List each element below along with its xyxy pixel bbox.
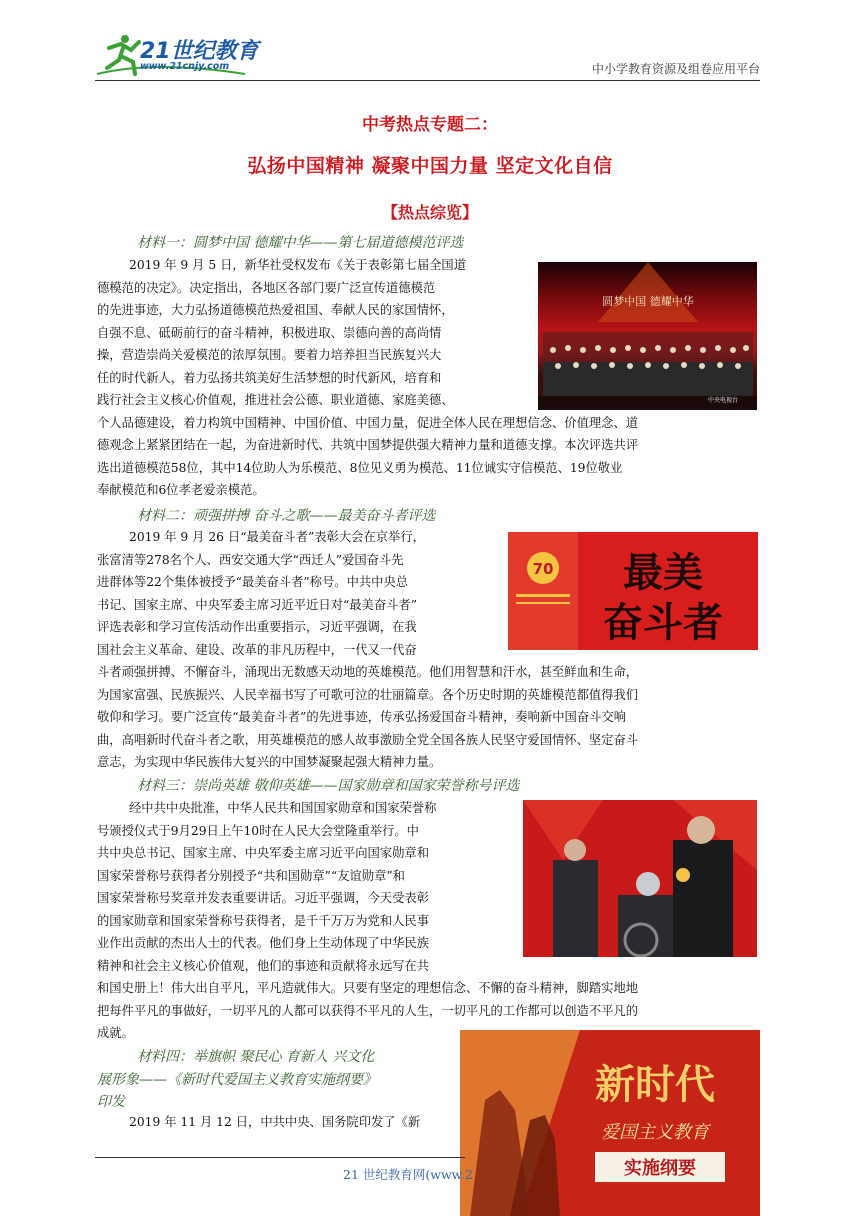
text-line: 的国家勋章和国家荣誉称号获得者，是千千万万为党和人民事 xyxy=(97,913,430,928)
text-line: 意志，为实现中华民族伟大复兴的中国梦凝聚起强大精神力量。 xyxy=(97,755,442,769)
banner-4-label: 实施纲要 xyxy=(624,1158,696,1179)
text-line: 敬仰和学习。要广泛宣传“最美奋斗者”的先进事迹，传承弘扬爱国奋斗精神，奏响新中国奋斗交响 xyxy=(97,710,627,724)
text-line: 共中央总书记、国家主席、中央军委主席习近平向国家勋章和 xyxy=(97,846,430,860)
banner-title-line2: 奋斗者 xyxy=(603,600,723,646)
banner-4-title: 新时代 xyxy=(595,1061,715,1108)
text-line: 选出道德模范58位，其中14位助人为乐模范、8位见义勇为模范、11位诚实守信模范、19位敬业 xyxy=(97,460,623,475)
text-line: 斗者顽强拼搏、不懈奋斗，涌现出无数感天动地的英雄模范。他们用智慧和汗水，甚至鲜血和生命， xyxy=(97,665,639,679)
banner-most-beautiful-strivers xyxy=(508,532,758,650)
topic-title: 中考热点专题二： xyxy=(362,115,498,135)
banner-patriotic-education-outline xyxy=(460,1030,760,1216)
text-line: 为国家富强、民族振兴、人民幸福书写了可歌可泣的壮丽篇章。各个历史时期的英雄模范都值得我们 xyxy=(97,687,639,702)
text-line: 进群体等22个集体被授予“最美奋斗者”称号。中共中央总 xyxy=(97,575,409,589)
text-line: 和国史册上！伟大出自平凡，平凡造就伟大。只要有坚定的理想信念、不懈的奋斗精神，脚踏实地地 xyxy=(97,981,639,995)
text-line: 2019 年 9 月 5 日，新华社受权发布《关于表彰第七届全国道 xyxy=(129,258,467,272)
footer-divider xyxy=(95,1157,465,1158)
logo-text[interactable]: 21世纪教育 xyxy=(140,39,259,64)
topic-subtitle: 弘扬中国精神 凝聚中国力量 坚定文化自信 xyxy=(247,155,613,177)
material-4-text xyxy=(129,1111,420,1134)
material-4-heading-line2: 展形象——《新时代爱国主义教育实施纲要》 xyxy=(97,1072,377,1088)
logo-url[interactable]: www.21cnjy.com xyxy=(140,61,230,72)
text-line: 业作出贡献的杰出人士的代表。他们身上生动体现了中华民族 xyxy=(97,936,430,950)
text-line: 精神和社会主义核心价值观，他们的事迹和贡献将永远写在共 xyxy=(97,958,430,973)
text-line: 践行社会主义核心价值观，推进社会公德、职业道德、家庭美德、 xyxy=(97,393,454,407)
text-line: 书记、国家主席、中央军委主席习近平近日对“最美奋斗者” xyxy=(97,597,417,612)
footer-source[interactable]: 21 世纪教育网(www.2 xyxy=(343,1167,473,1182)
text-line: 经中共中央批准，中华人民共和国国家勋章和国家荣誉称 xyxy=(129,801,437,815)
material-3-heading: 材料三：崇尚英雄 敬仰英雄——国家勋章和国家荣誉称号评选 xyxy=(137,778,520,794)
material-1-heading: 材料一：圆梦中国 德耀中华——第七届道德模范评选 xyxy=(137,235,464,251)
section-heading-overview: 【热点综览】 xyxy=(381,203,478,222)
banner-4-subtitle: 爱国主义教育 xyxy=(601,1122,709,1143)
text-line: 把每件平凡的事做好，一切平凡的人都可以获得不平凡的人生，一切平凡的工作都可以创造不平凡的 xyxy=(97,1003,639,1018)
photo-1-watermark: 中央电视台 xyxy=(707,397,738,404)
text-line: 曲，高唱新时代奋斗者之歌，用英雄模范的感人故事激励全党全国各族人民坚守爱国情怀、坚定奋斗 xyxy=(97,732,639,747)
text-line: 评选表彰和学习宣传活动作出重要指示，习近平强调，在我 xyxy=(97,620,417,634)
text-line: 个人品德建设，着力构筑中国精神、中国价值、中国力量，促进全体人民在理想信念、价值理念、道 xyxy=(97,415,639,430)
photo-medal-ceremony xyxy=(523,800,757,957)
text-line: 自强不息、砥砺前行的奋斗精神，积极进取、崇德向善的高尚情 xyxy=(97,325,442,340)
text-line: 国家荣誉称号奖章并发表重要讲话。习近平强调，今天受表彰 xyxy=(97,891,430,905)
text-line: 国社会主义革命、建设、改革的非凡历程中，一代又一代奋 xyxy=(97,642,417,657)
banner-title-line1: 最美 xyxy=(623,550,703,596)
text-line: 号颁授仪式于9月29日上午10时在人民大会堂隆重举行。中 xyxy=(97,823,419,838)
text-line: 张富清等278名个人、西安交通大学“西迁人”爱国奋斗先 xyxy=(97,552,404,567)
photo-moral-models-ceremony xyxy=(538,262,757,410)
text-line: 的先进事迹，大力弘扬道德模范热爱祖国、奉献人民的家国情怀， xyxy=(97,303,454,317)
text-line: 2019 年 9 月 26 日“最美奋斗者”表彰大会在京举行， xyxy=(129,530,425,544)
anniversary-badge: 70 xyxy=(532,560,554,578)
photo-1-caption: 圆梦中国 德耀中华 xyxy=(602,295,694,308)
text-line: 德模范的决定》。决定指出，各地区各部门要广泛宣传道德模范 xyxy=(97,280,436,295)
text-line: 操，营造崇尚关爱模范的浓厚氛围。要着力培养担当民族复兴大 xyxy=(97,348,442,362)
text-line: 德观念上紧紧团结在一起，为奋进新时代、共筑中国梦提供强大精神力量和道德支撑。本次评选共评 xyxy=(97,438,639,452)
material-2-heading: 材料二：顽强拼搏 奋斗之歌——最美奋斗者评选 xyxy=(137,508,436,524)
text-line: 奉献模范和6位孝老爱亲模范。 xyxy=(97,483,265,497)
material-4-heading-line3: 印发 xyxy=(97,1094,125,1110)
material-4-heading-line1: 材料四：举旗帜 聚民心 育新人 兴文化 xyxy=(137,1049,375,1065)
text-line: 成就。 xyxy=(97,1026,134,1040)
text-line: 国家荣誉称号获得者分别授予“共和国勋章”“友谊勋章”和 xyxy=(97,868,405,883)
header-tagline: 中小学教育资源及组卷应用平台 xyxy=(591,62,760,76)
header-divider xyxy=(95,80,760,81)
text-line: 任的时代新人，着力弘扬共筑美好生活梦想的时代新风，培育和 xyxy=(97,370,442,385)
text-line: 2019 年 11 月 12 日，中共中央、国务院印发了《新 xyxy=(129,1115,421,1129)
